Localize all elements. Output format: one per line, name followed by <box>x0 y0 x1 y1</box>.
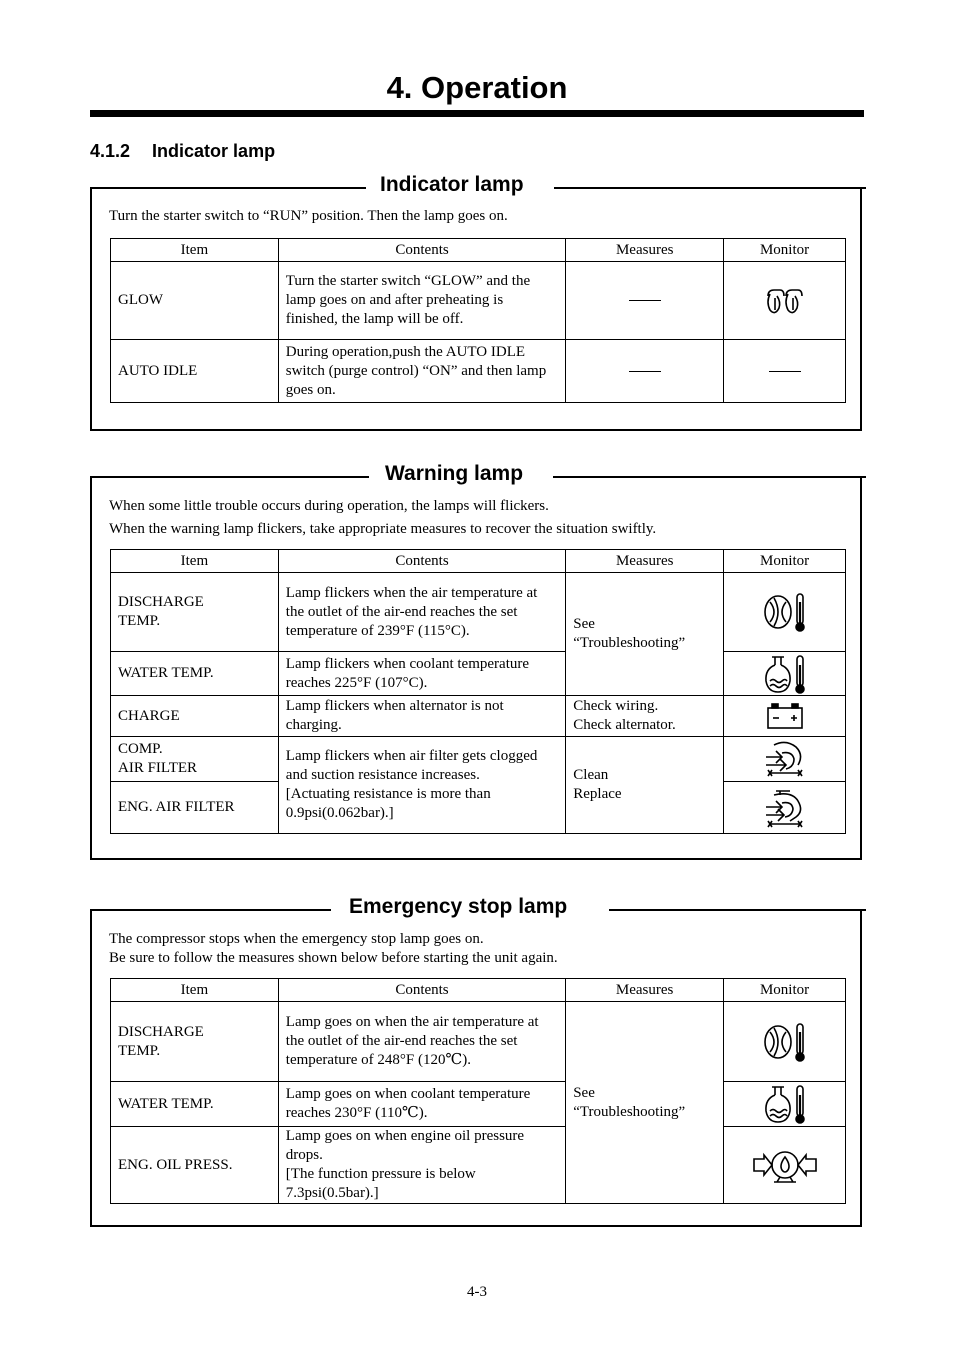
discharge-temp-icon <box>762 590 808 634</box>
col-header-contents: Contents <box>278 979 565 1002</box>
table-header-row <box>111 239 846 262</box>
row-item: AUTO IDLE <box>111 340 279 403</box>
page-number: 4-3 <box>467 1284 487 1300</box>
warning-intro-1: When some little trouble occurs during operation, the lamps will flickers. <box>109 498 549 514</box>
row-measures <box>566 262 724 340</box>
indicator-lamp-table <box>110 238 846 403</box>
table-header-row <box>111 550 846 573</box>
indicator-lamp-title: Indicator lamp <box>380 173 524 196</box>
table-row <box>111 1127 846 1204</box>
row-item: DISCHARGE TEMP. <box>111 573 279 652</box>
dash <box>629 371 661 372</box>
row-measures: See “Troubleshooting” <box>566 1002 724 1204</box>
emergency-intro-2: Be sure to follow the measures shown below before starting the unit again. <box>109 950 558 966</box>
col-header-monitor: Monitor <box>724 979 846 1002</box>
glow-plug-icon <box>762 286 808 316</box>
row-monitor <box>724 652 846 696</box>
col-header-measures: Measures <box>566 239 724 262</box>
row-monitor <box>724 782 846 834</box>
warning-intro-2: When the warning lamp flickers, take appropriate measures to recover the situation swiftly. <box>109 521 657 537</box>
col-header-contents: Contents <box>278 239 566 262</box>
row-item: ENG. AIR FILTER <box>111 782 279 834</box>
col-header-item: Item <box>111 550 279 573</box>
col-header-item: Item <box>111 979 279 1002</box>
row-measures <box>566 340 724 403</box>
row-item: GLOW <box>111 262 279 340</box>
table-row <box>111 696 846 737</box>
row-contents: Lamp flickers when alternator is not charging. <box>278 696 565 737</box>
table-row <box>111 737 846 782</box>
row-item: WATER TEMP. <box>111 1082 279 1127</box>
row-monitor <box>724 737 846 782</box>
emergency-stop-panel <box>90 895 862 1227</box>
section-title: Indicator lamp <box>152 141 276 161</box>
row-contents: Lamp goes on when the air temperature at the outlet of the air-end reaches the set temperature of 248°F (120℃). <box>278 1002 565 1082</box>
emergency-intro-1: The compressor stops when the emergency stop lamp goes on. <box>109 931 484 947</box>
table-header-row <box>111 979 846 1002</box>
warning-lamp-table <box>110 549 846 834</box>
row-contents: Lamp flickers when air filter gets clogged and suction resistance increases. [Actuating resistance is more than 0.9psi(0.062bar).] <box>278 737 565 834</box>
table-row <box>111 652 846 696</box>
row-monitor <box>724 1002 846 1082</box>
section-number: 4.1.2 <box>90 141 131 161</box>
water-temp-icon <box>762 1083 808 1125</box>
row-contents: Lamp goes on when engine oil pressure drops. [The function pressure is below 7.3psi(0.5bar).] <box>278 1127 565 1204</box>
row-item: CHARGE <box>111 696 279 737</box>
discharge-temp-icon <box>762 1020 808 1064</box>
row-contents: Lamp goes on when coolant temperature reaches 230°F (110℃). <box>278 1082 565 1127</box>
page-title: 4. Operation <box>386 70 568 105</box>
col-header-item: Item <box>111 239 279 262</box>
row-contents: Lamp flickers when coolant temperature reaches 225°F (107°C). <box>278 652 565 696</box>
eng-air-filter-icon <box>762 787 808 829</box>
row-measures: Check wiring. Check alternator. <box>566 696 724 737</box>
water-temp-icon <box>762 653 808 695</box>
row-contents: Lamp flickers when the air temperature at the outlet of the air-end reaches the set temperature of 239°F (115°C). <box>278 573 565 652</box>
row-item: ENG. OIL PRESS. <box>111 1127 279 1204</box>
row-item: WATER TEMP. <box>111 652 279 696</box>
col-header-measures: Measures <box>566 979 724 1002</box>
dash <box>769 371 801 372</box>
row-monitor <box>724 340 846 403</box>
battery-charge-icon <box>765 701 805 731</box>
table-row <box>111 1002 846 1082</box>
comp-air-filter-icon <box>762 739 808 779</box>
oil-pressure-icon <box>752 1147 818 1183</box>
table-row <box>111 573 846 652</box>
warning-lamp-title: Warning lamp <box>385 462 524 485</box>
row-monitor <box>724 1082 846 1127</box>
row-item: COMP. AIR FILTER <box>111 737 279 782</box>
row-measures: Clean Replace <box>566 737 724 834</box>
table-row <box>111 262 846 340</box>
warning-lamp-panel <box>90 462 862 860</box>
row-monitor <box>724 1127 846 1204</box>
emergency-stop-title: Emergency stop lamp <box>349 895 568 918</box>
row-contents: Turn the starter switch “GLOW” and the lamp goes on and after preheating is finished, the lamp will be off. <box>278 262 566 340</box>
table-row <box>111 1082 846 1127</box>
dash <box>629 300 661 301</box>
col-header-monitor: Monitor <box>724 239 846 262</box>
row-monitor <box>724 696 846 737</box>
section-heading <box>90 141 275 162</box>
row-measures: See “Troubleshooting” <box>566 573 724 696</box>
title-rule <box>90 110 864 117</box>
table-row <box>111 340 846 403</box>
col-header-contents: Contents <box>278 550 565 573</box>
row-contents: During operation,push the AUTO IDLE switch (purge control) “ON” and then lamp goes on. <box>278 340 566 403</box>
row-monitor <box>724 573 846 652</box>
indicator-lamp-panel <box>90 173 862 431</box>
row-item: DISCHARGE TEMP. <box>111 1002 279 1082</box>
col-header-monitor: Monitor <box>724 550 846 573</box>
col-header-measures: Measures <box>566 550 724 573</box>
emergency-stop-table <box>110 978 846 1204</box>
indicator-intro: Turn the starter switch to “RUN” position. Then the lamp goes on. <box>109 208 508 224</box>
row-monitor <box>724 262 846 340</box>
